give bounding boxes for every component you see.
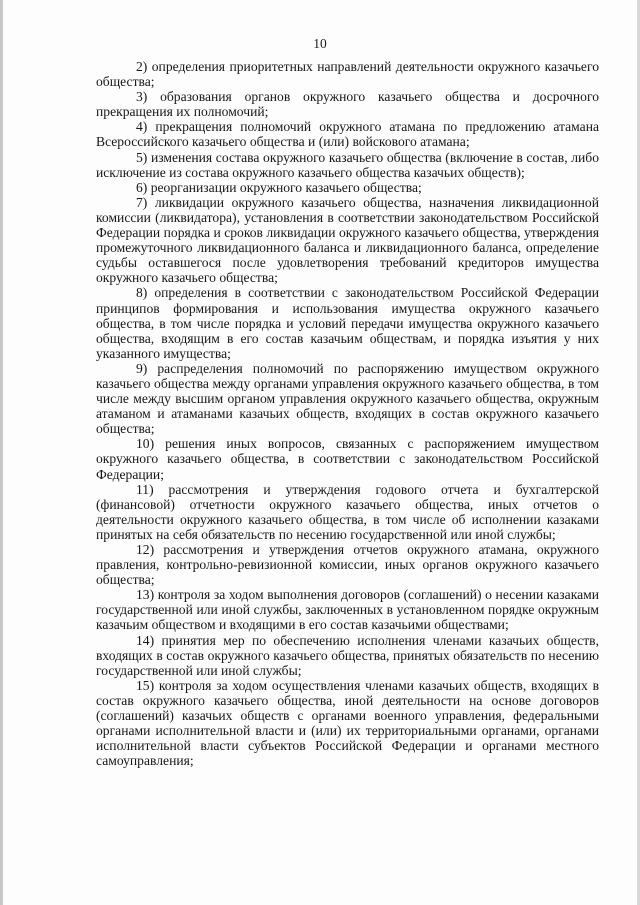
paragraph-item-5: 5) изменения состава окружного казачьего общества (включение в состав, либо исключение из состава окружного казачьего общества казачьих обществ); xyxy=(96,149,599,180)
paragraph-item-12: 12) рассмотрения и утверждения отчетов окружного атамана, окружного правления, контрольно-ревизионной комиссии, иных органов окружного казачьего общества; xyxy=(96,542,599,588)
paragraph-item-15: 15) контроля за ходом осуществления членами казачьих обществ, входящих в состав окружного казачьего общества, иной деятельности на основе договоров (соглашений) казачьих обществ с органами военного управления, федеральными органами исполнительной власти и (или) их территориальными органами, органами исполнительной власти субъектов Российской Федерации и органами местного самоуправления; xyxy=(96,677,599,769)
paragraph-item-8: 8) определения в соответствии с законодательством Российской Федерации принципов формирования и использования имущества окружного казачьего общества, в том числе порядка и условий передачи имущества окружного казачьего общества, входящим в его состав казачьим обществам, и порядка изъятия у них указанного имущества; xyxy=(96,285,599,361)
document-body xyxy=(96,59,599,768)
paragraph-item-13: 13) контроля за ходом выполнения договоров (соглашений) о несении казаками государственной или иной службы, заключенных в установленном порядке окружным казачьим обществом и входящими в его состав казачьими обществами; xyxy=(96,587,599,633)
page-number: 10 xyxy=(313,36,327,51)
paragraph-item-9: 9) распределения полномочий по распоряжению имуществом окружного казачьего общества между органами управления окружного казачьего общества, в том числе между высшим органом управления окружного казачьего общества, окружным атаманом и атаманами казачьих обществ, входящих в состав окружного казачьего общества; xyxy=(96,360,599,437)
paragraph-item-6: 6) реорганизации окружного казачьего общества; xyxy=(136,179,422,195)
paragraph-item-3: 3) образования органов окружного казачьего общества и досрочного прекращения их полномочий; xyxy=(96,89,599,120)
paragraph-item-14: 14) принятия мер по обеспечению исполнения членами казачьих обществ, входящих в состав окружного казачьего общества, принятых обязательств по несению государственной или иной службы; xyxy=(96,632,599,678)
paragraph-item-2: 2) определения приоритетных направлений деятельности окружного казачьего общества; xyxy=(96,59,599,90)
paragraph-item-7: 7) ликвидации окружного казачьего общества, назначения ликвидационной комиссии (ликвидатора), установления в соответствии законодательством Российской Федерации порядка и сроков ликвидации окружного казачьего общества, утверждения промежуточного ликвидационного баланса и ликвидационного баланса, определение судьбы оставшегося после удовлетворения требований кредиторов имущества окружного казачьего общества; xyxy=(96,194,599,286)
paragraph-item-10: 10) решения иных вопросов, связанных с распоряжением имуществом окружного казачьего общества, в соответствии с законодательством Российской Федерации; xyxy=(96,436,599,482)
paragraph-item-4: 4) прекращения полномочий окружного атамана по предложению атамана Всероссийского казачьего общества и (или) войскового атамана; xyxy=(96,119,599,150)
paragraph-item-11: 11) рассмотрения и утверждения годового отчета и бухгалтерской (финансовой) отчетности окружного казачьего общества, иных отчетов о деятельности окружного казачьего общества, в том числе об исполнении казаками принятых на себя обязательств по несению государственной или иной службы; xyxy=(96,481,599,542)
